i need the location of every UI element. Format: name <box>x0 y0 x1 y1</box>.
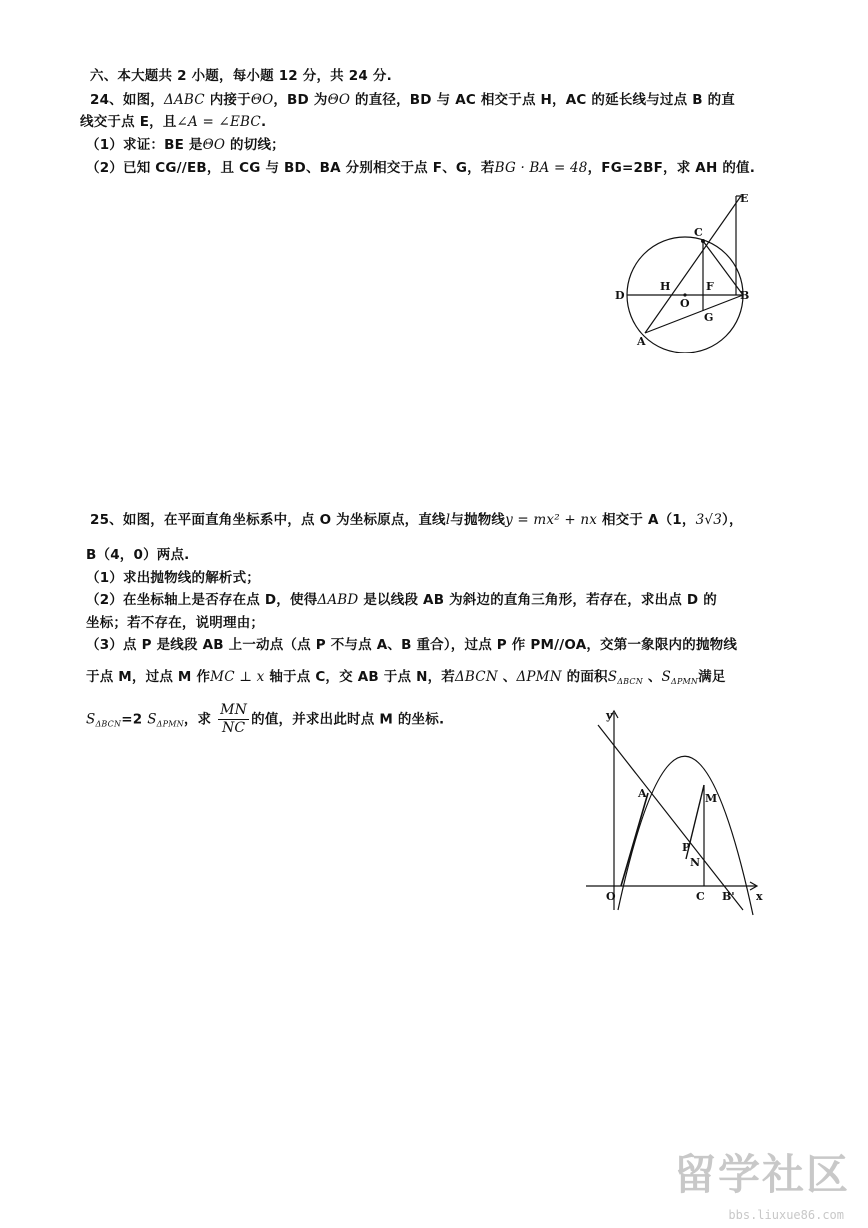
label-e: E <box>740 192 749 205</box>
q24-line2: 线交于点 E，且∠A = ∠EBC. <box>80 114 267 130</box>
line-ab <box>645 295 743 333</box>
q25-part2: （2）在坐标轴上是否存在点 D，使得ΔABD 是以线段 AB 为斜边的直角三角形，若存在，求出点 D 的 <box>86 592 717 608</box>
q25-line1: 25、如图，在平面直角坐标系中，点 O 为坐标原点，直线l与抛物线y = mx² + nx 相交于 A（1，3√3）， <box>90 512 743 528</box>
label-n: N <box>690 856 701 869</box>
fraction-mn-nc: $\frac{MN}{NC}$ <box>220 702 248 736</box>
q24-part2: （2）已知 CG//EB，且 CG 与 BD、BA 分别相交于点 F、G，若BG · BA = 48，FG=2BF，求 AH 的值. <box>86 160 756 176</box>
label-a: A <box>638 787 647 800</box>
q25-part3-line3: $S_{\Delta BCN}=2$ $S_{\Delta PMN}$，求 $\frac{MN}{NC}$ 的值，并求出此时点 M 的坐标. <box>86 702 445 736</box>
q25-line2: B（4，0）两点. <box>86 547 190 563</box>
label-g: G <box>704 311 714 324</box>
section-title: 六、本大题共 2 小题，每小题 12 分，共 24 分. <box>90 68 392 84</box>
line-ab <box>598 725 743 910</box>
label-c: C <box>694 226 703 239</box>
label-b: B' <box>722 890 735 903</box>
q24-circle-figure <box>608 188 768 353</box>
segment-oa <box>621 793 648 886</box>
q24-part1: （1）求证：BE 是ΘO 的切线； <box>86 137 285 153</box>
label-x: x <box>756 890 763 903</box>
label-p: P <box>682 841 691 854</box>
q25-part3-line2: 于点 M，过点 M 作MC ⊥ x 轴于点 C，交 AB 于点 N，若ΔBCN 、ΔPMN 的面积$S_{\Delta BCN}$ 、$S_{\Delta PMN}$满足 <box>86 669 726 686</box>
label-c: C <box>696 890 705 903</box>
q25-part3: （3）点 P 是线段 AB 上一动点（点 P 不与点 A、B 重合），过点 P 作 PM//OA，交第一象限内的抛物线 <box>86 637 738 653</box>
label-b: B <box>740 289 750 302</box>
label-y: y <box>606 709 613 722</box>
label-o: O <box>680 297 690 310</box>
label-o: O <box>606 890 616 903</box>
label-f: F <box>706 280 714 293</box>
q24-line1: 24、如图，ΔABC 内接于ΘO，BD 为ΘO 的直径，BD 与 AC 相交于点 H，AC 的延长线与过点 B 的直 <box>90 92 736 108</box>
label-a: A <box>637 335 646 348</box>
watermark-url: bbs.liuxue86.com <box>728 1208 844 1222</box>
q25-graph-figure <box>578 705 778 920</box>
q25-part1: （1）求出抛物线的解析式； <box>86 570 260 586</box>
line-ae <box>645 196 741 333</box>
watermark-logo: 留学社区 <box>673 1150 850 1199</box>
label-m: M <box>705 792 718 805</box>
label-d: D <box>615 289 625 302</box>
q25-part2-cont: 坐标；若不存在，说明理由； <box>86 615 265 631</box>
label-h: H <box>660 280 671 293</box>
